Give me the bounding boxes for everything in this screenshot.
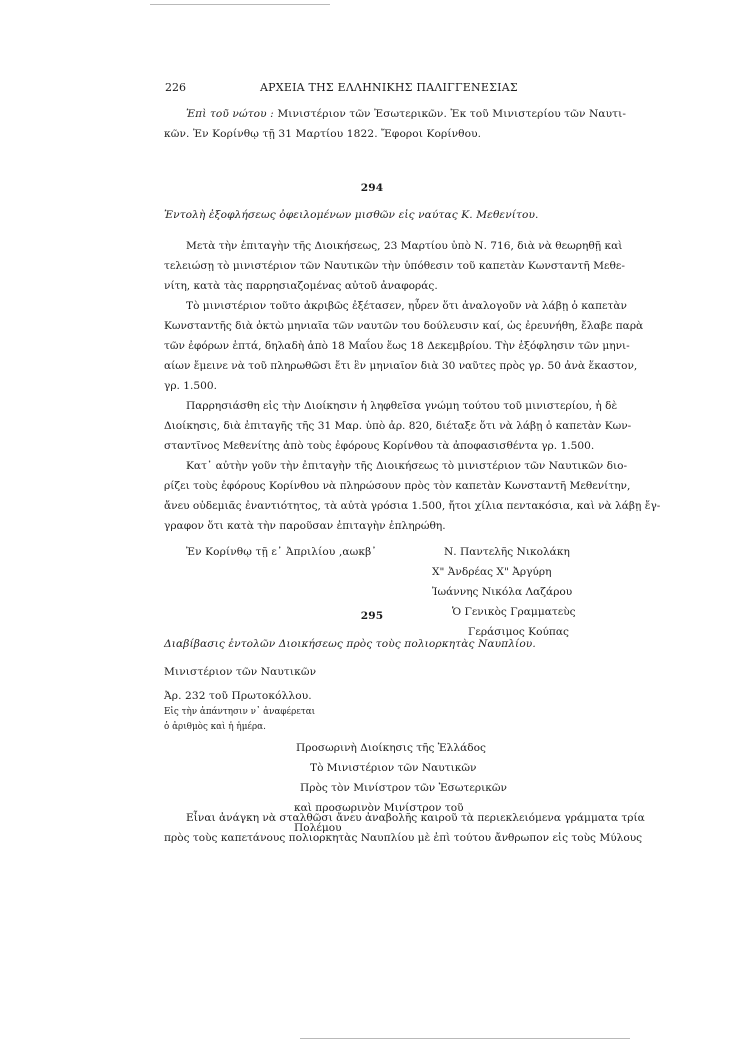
place-date: Ἐν Κορίνθῳ τῇ ε᾽ Ἀπριλίου ‚αωκβ᾽ xyxy=(186,546,377,558)
document-title-295: Διαβίβασις ἐντολῶν Διοικήσεως πρὸς τοὺς πολιορκητὰς Ναυπλίου. xyxy=(164,638,536,650)
document-number-294: 294 xyxy=(360,182,384,194)
scan-artifact-bottom xyxy=(300,1038,630,1039)
line: αίων ἔμεινε νὰ τοῦ πληρωθῶσι ἔτι ἓν μηνιαῖον διὰ 30 ναῦτες πρὸς γρ. 50 ἀνὰ ἕκαστον, xyxy=(164,360,638,372)
running-title: ΑΡΧΕΙΑ ΤΗΣ ΕΛΛΗΝΙΚΗΣ ΠΑΛΙΓΓΕΝΕΣΙΑΣ xyxy=(260,81,518,94)
signatory-1: Ν. Παντελῆς Νικολάκη xyxy=(444,546,570,558)
address-line-2: Τὸ Μινιστέριον τῶν Ναυτικῶν xyxy=(310,762,477,774)
endorsement-line-1 xyxy=(186,104,626,124)
endorsement-label: Ἐπὶ τοῦ νώτου : xyxy=(186,108,274,120)
line: ἄνευ οὐδεμιᾶς ἐναντιότητος, τὰ αὐτὰ γρόσια 1.500, ἤτοι χίλια πεντακόσια, καὶ νὰ λάβῃ ἔγ- xyxy=(164,500,661,512)
line: Κωνσταντῆς διὰ ὀκτὼ μηνιαῖα τῶν ναυτῶν του δούλευσιν καί, ὡς ἐρευνήθη, ἔλαβε παρὰ xyxy=(164,320,644,332)
line: Τὸ μινιστέριον τοῦτο ἀκριβῶς ἐξέτασεν, ηὗρεν ὅτι ἀναλογοῦν νὰ λάβῃ ὁ καπετὰν xyxy=(186,300,627,312)
signatory-2: Χ" Ἀνδρέας Χ" Ἀργύρη xyxy=(432,566,552,578)
line: Μετὰ τὴν ἐπιταγὴν τῆς Διοικήσεως, 23 Μαρτίου ὑπὸ Ν. 716, διὰ νὰ θεωρηθῇ καὶ xyxy=(186,240,623,252)
reply-note-line-1: Εἰς τὴν ἀπάντησιν ν᾽ ἀναφέρεται xyxy=(164,707,316,717)
line: ρίζει τοὺς ἐφόρους Κορίνθου νὰ πληρώσουν πρὸς τὸν καπετὰν Κωνσταντῆ Μεθενίτην, xyxy=(164,480,631,492)
endorsement-line-2: κῶν. Ἐν Κορίνθῳ τῇ 31 Μαρτίου 1822. Ἔφοροι Κορίνθου. xyxy=(164,128,482,140)
protocol-line: Ἀρ. 232 τοῦ Πρωτοκόλλου. xyxy=(164,690,312,702)
sender-line: Μινιστέριον τῶν Ναυτικῶν xyxy=(164,666,317,678)
line: Παρρησιάσθη εἰς τὴν Διοίκησιν ἡ ληφθεῖσα γνώμη τούτου τοῦ μινιστερίου, ἡ δὲ xyxy=(186,400,618,412)
reply-note-line-2: ὁ ἀριθμὸς καὶ ἡ ἡμέρα. xyxy=(164,722,266,732)
address-line-3: Πρὸς τὸν Μινίστρον τῶν Ἐσωτερικῶν xyxy=(300,782,507,794)
signatory-3: Ἰωάννης Νικόλα Λαζάρου xyxy=(432,586,573,598)
page-number: 226 xyxy=(165,81,186,94)
signatory-4: Ὁ Γενικὸς Γραμματεὺς xyxy=(452,606,576,618)
paragraph-2 xyxy=(164,296,658,396)
address-line-4: καὶ προσωρινὸν Μινίστρον τοῦ Πολέμου xyxy=(294,802,464,834)
signatory-5: Γεράσιμος Κούπας xyxy=(468,626,569,638)
address-line-1: Προσωρινὴ Διοίκησις τῆς Ἑλλάδος xyxy=(296,742,486,754)
letter-body xyxy=(164,808,658,848)
document-title-294: Ἐντολὴ ἐξοφλήσεως ὀφειλομένων μισθῶν εἰς ναύτας Κ. Μεθενίτου. xyxy=(164,209,539,221)
line: νίτη, κατὰ τὰς παρρησιαζομένας αὐτοῦ ἀναφοράς. xyxy=(164,280,438,292)
document-number-295: 295 xyxy=(360,610,384,622)
paragraph-1 xyxy=(164,236,658,296)
paragraph-3 xyxy=(164,396,658,456)
line: Εἶναι ἀνάγκη νὰ σταλθῶσι ἄνευ ἀναβολῆς καιροῦ τὰ περιεκλειόμενα γράμματα τρία xyxy=(186,812,645,824)
line: τῶν ἐφόρων ἑπτά, δηλαδὴ ἀπὸ 18 Μαΐου ἕως 18 Δεκεμβρίου. Τὴν ἐξόφλησιν τῶν μηνι- xyxy=(164,340,630,352)
line: γρ. 1.500. xyxy=(164,380,217,392)
line: Διοίκησις, διὰ ἐπιταγῆς τῆς 31 Μαρ. ὑπὸ ἀρ. 820, διέταξε ὅτι νὰ λάβῃ ὁ καπετὰν Κων- xyxy=(164,420,632,432)
paragraph-4 xyxy=(164,456,661,536)
line: σταντῖνος Μεθενίτης ἀπὸ τοὺς ἐφόρους Κορίνθου τὰ ἀποφασισθέντα γρ. 1.500. xyxy=(164,440,595,452)
endorsement-text: Μινιστέριον τῶν Ἐσωτερικῶν. Ἐκ τοῦ Μινιστερίου τῶν Ναυτι- xyxy=(273,108,627,120)
line: γραφον ὅτι κατὰ τὴν παροῦσαν ἐπιταγὴν ἐπληρώθη. xyxy=(164,520,446,532)
line: Κατ᾽ αὐτὴν γοῦν τὴν ἐπιταγὴν τῆς Διοικήσεως τὸ μινιστέριον τῶν Ναυτικῶν διο- xyxy=(186,460,628,472)
scan-artifact-top xyxy=(150,4,330,5)
line: πρὸς τοὺς καπετάνους πολιορκητὰς Ναυπλίου μὲ ἐπὶ τούτου ἄνθρωπον εἰς τοὺς Μύλους xyxy=(164,832,643,844)
line: τελειώσῃ τὸ μινιστέριον τῶν Ναυτικῶν τὴν ὑπόθεσιν τοῦ καπετὰν Κωνσταντῆ Μεθε- xyxy=(164,260,625,272)
